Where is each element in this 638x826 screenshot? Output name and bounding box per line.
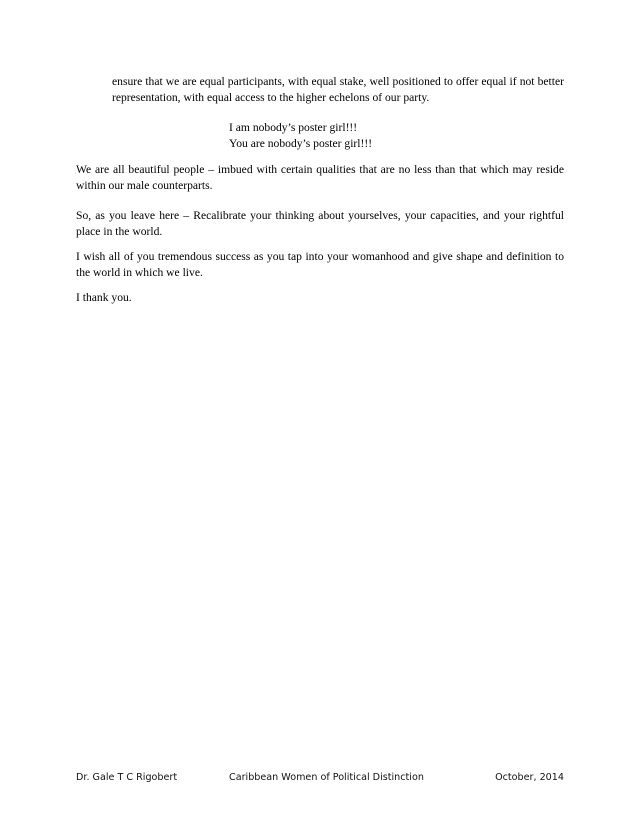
poster-girl-line-2: You are nobody’s poster girl!!! xyxy=(229,137,373,150)
page-footer xyxy=(76,771,564,785)
success-wish-paragraph: I wish all of you tremendous success as you tap into your womanhood and give shape and definition to the world in which we live. xyxy=(76,250,564,279)
indented-paragraph: ensure that we are equal participants, with equal stake, well positioned to offer equal if not better representation, with equal access to the higher echelons of our party. xyxy=(112,75,564,104)
beautiful-people-paragraph: We are all beautiful people – imbued with certain qualities that are no less than that which may reside within our male counterparts. xyxy=(76,163,564,192)
footer-title: Caribbean Women of Political Distinction xyxy=(229,772,424,783)
closing-line: I thank you. xyxy=(76,291,132,304)
footer-date: October, 2014 xyxy=(495,772,564,783)
footer-author: Dr. Gale T C Rigobert xyxy=(76,772,178,783)
recalibrate-paragraph: So, as you leave here – Recalibrate your thinking about yourselves, your capacities, and your rightful place in the world. xyxy=(76,209,564,238)
poster-girl-line-1: I am nobody’s poster girl!!! xyxy=(229,121,358,134)
